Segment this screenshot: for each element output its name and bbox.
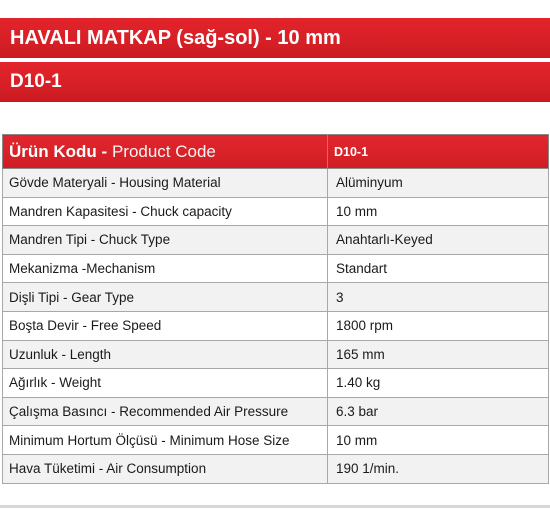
model-code: D10-1: [10, 71, 62, 92]
product-code-label-cell: [3, 135, 328, 169]
spec-value: 165 mm: [328, 340, 549, 369]
table-row: [3, 283, 549, 312]
spec-label: Mekanizma -Mechanism: [3, 254, 328, 283]
table-row: [3, 340, 549, 369]
spec-table: [2, 134, 549, 484]
spec-value: Standart: [328, 254, 549, 283]
model-code-banner: [0, 62, 550, 102]
table-row: [3, 197, 549, 226]
table-row: [3, 169, 549, 198]
table-row: [3, 397, 549, 426]
spec-value: 190 1/min.: [328, 454, 549, 483]
spec-table-header: [3, 135, 549, 169]
spec-value: 6.3 bar: [328, 397, 549, 426]
spec-value: 1.40 kg: [328, 369, 549, 398]
product-title-banner: [0, 18, 550, 58]
table-row: [3, 454, 549, 483]
spec-label: Minimum Hortum Ölçüsü - Minimum Hose Size: [3, 426, 328, 455]
spec-label: Çalışma Basıncı - Recommended Air Pressure: [3, 397, 328, 426]
table-row: [3, 311, 549, 340]
spec-label: Uzunluk - Length: [3, 340, 328, 369]
spec-label: Ağırlık - Weight: [3, 369, 328, 398]
spec-value: Anahtarlı-Keyed: [328, 226, 549, 255]
product-code-label-tr: Ürün Kodu -: [9, 141, 108, 161]
table-row: [3, 369, 549, 398]
table-row: [3, 254, 549, 283]
product-code-value: D10-1: [328, 135, 549, 169]
spec-label: Boşta Devir - Free Speed: [3, 311, 328, 340]
table-row: [3, 226, 549, 255]
spec-value: 10 mm: [328, 197, 549, 226]
spec-label: Gövde Materyali - Housing Material: [3, 169, 328, 198]
spec-value: 1800 rpm: [328, 311, 549, 340]
spec-label: Mandren Kapasitesi - Chuck capacity: [3, 197, 328, 226]
table-row: [3, 426, 549, 455]
product-title: HAVALI MATKAP (sağ-sol) - 10 mm: [10, 26, 341, 49]
spec-label: Dişli Tipi - Gear Type: [3, 283, 328, 312]
spec-label: Hava Tüketimi - Air Consumption: [3, 454, 328, 483]
product-code-label-en: Product Code: [111, 141, 216, 161]
bottom-divider: [0, 505, 550, 508]
spec-value: 3: [328, 283, 549, 312]
spec-value: Alüminyum: [328, 169, 549, 198]
spec-value: 10 mm: [328, 426, 549, 455]
spec-label: Mandren Tipi - Chuck Type: [3, 226, 328, 255]
